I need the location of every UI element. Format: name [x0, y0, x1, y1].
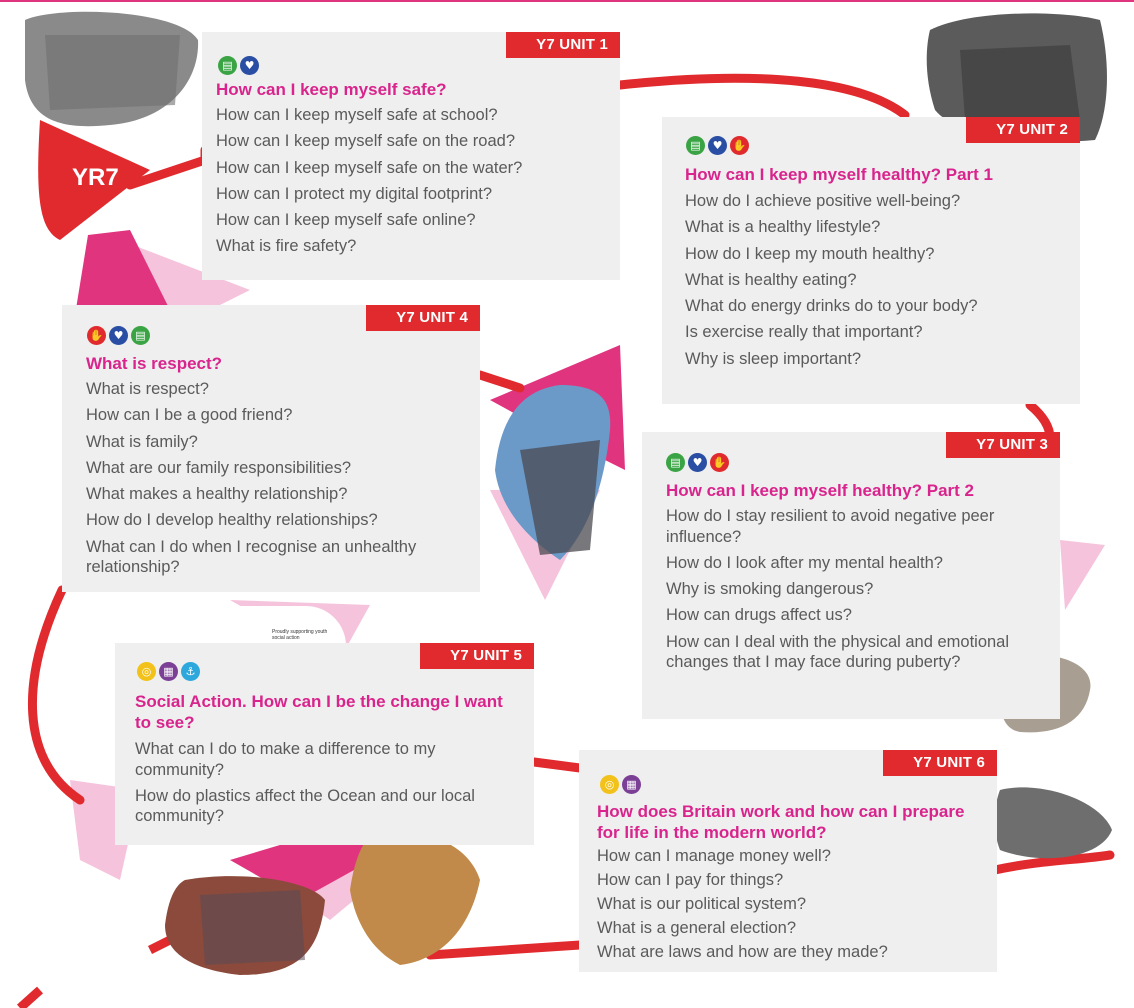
unit-card-6 — [579, 750, 997, 972]
photo-students-group — [960, 45, 1080, 120]
question-item: What is family? — [86, 432, 198, 451]
unit-card-5 — [115, 643, 534, 845]
photo-classroom-table — [350, 830, 480, 965]
question-item: How can I be a good friend? — [86, 406, 293, 425]
question-list — [597, 846, 987, 966]
unit-tag: Y7 UNIT 4 — [366, 305, 480, 331]
question-list — [685, 191, 1075, 375]
question-item: How can I pay for things? — [597, 871, 784, 889]
photo-students-jumping — [200, 890, 305, 965]
purple-building-icon: ▦ — [622, 775, 641, 794]
question-item: Why is sleep important? — [685, 349, 862, 368]
question-item: How do I achieve positive well-being? — [685, 192, 961, 210]
question-item: How do I look after my mental health? — [666, 553, 943, 572]
question-item: Why is smoking dangerous? — [666, 580, 874, 599]
question-item: What is fire safety? — [216, 237, 357, 256]
question-item: How can I keep myself safe on the road? — [216, 132, 515, 151]
photo-students-hall — [995, 787, 1112, 858]
unit-tag: Y7 UNIT 5 — [420, 643, 534, 669]
question-item: What is our political system? — [597, 895, 807, 913]
pink-triangle-decoration — [1060, 540, 1105, 610]
question-item: What is a healthy lifestyle? — [685, 218, 881, 237]
question-item: How can I manage money well? — [597, 847, 831, 865]
question-item: What is respect? — [86, 380, 209, 398]
red-hands-icon: ✋ — [730, 136, 749, 155]
theme-icons — [686, 136, 749, 155]
question-item: How do I keep my mouth healthy? — [685, 244, 935, 263]
question-item: What is a general election? — [597, 919, 797, 937]
yellow-globe-icon: ◎ — [600, 775, 619, 794]
question-item: What is healthy eating? — [685, 270, 857, 289]
photo-assembly-hall — [45, 35, 180, 110]
blue-hearts-icon: ♥ — [708, 136, 727, 155]
blue-hearts-icon: ♥ — [109, 326, 128, 345]
question-list — [216, 105, 611, 263]
question-item: How can I keep myself safe online? — [216, 211, 476, 230]
question-item: How do I develop healthy relationships? — [86, 511, 378, 530]
question-list — [86, 379, 431, 584]
unit-title: How can I keep myself safe? — [216, 80, 447, 99]
red-hands-icon: ✋ — [87, 326, 106, 345]
question-list — [135, 739, 515, 833]
question-item: How can I deal with the physical and emotional changes that I may face during puberty? — [666, 632, 1010, 672]
unit-tag: Y7 UNIT 6 — [883, 750, 997, 776]
theme-icons — [666, 453, 729, 472]
unit-tag: Y7 UNIT 3 — [946, 432, 1060, 458]
purple-building-icon: ▦ — [159, 662, 178, 681]
question-item: How can I protect my digital footprint? — [216, 184, 493, 203]
theme-icons — [87, 326, 150, 345]
question-item: What are our family responsibilities? — [86, 458, 352, 477]
year-label: YR7 — [72, 164, 119, 191]
question-item: What are laws and how are they made? — [597, 943, 888, 961]
question-item: How do plastics affect the Ocean and our local community? — [135, 786, 475, 826]
unit-tag: Y7 UNIT 2 — [966, 117, 1080, 143]
unit-title: Social Action. How can I be the change I want to see? — [135, 692, 503, 732]
unit-title: What is respect? — [86, 354, 223, 373]
blue-hearts-icon: ♥ — [240, 56, 259, 75]
unit-card-2 — [662, 117, 1080, 404]
unit-title: How can I keep myself healthy? Part 2 — [666, 481, 975, 500]
question-list — [666, 506, 1011, 678]
question-item: What do energy drinks do to your body? — [685, 297, 978, 316]
unit-card-4 — [62, 305, 480, 592]
question-item: How can drugs affect us? — [666, 606, 852, 625]
unit-title: How can I keep myself healthy? Part 1 — [685, 165, 994, 184]
unit-card-3 — [642, 432, 1060, 719]
green-document-icon: ▤ — [686, 136, 705, 155]
theme-icons — [600, 775, 641, 794]
green-document-icon: ▤ — [218, 56, 237, 75]
green-document-icon: ▤ — [666, 453, 685, 472]
unit-title: How does Britain work and how can I prepare for life in the modern world? — [597, 802, 965, 842]
question-item: How do I stay resilient to avoid negative peer influence? — [666, 507, 995, 546]
question-item: How can I keep myself safe at school? — [216, 106, 498, 124]
unit-card-1 — [202, 32, 620, 280]
question-item: Is exercise really that important? — [685, 323, 923, 342]
red-hands-icon: ✋ — [710, 453, 729, 472]
question-item: What makes a healthy relationship? — [86, 485, 348, 504]
question-item: How can I keep myself safe on the water? — [216, 158, 523, 177]
question-item: What can I do to make a difference to my community? — [135, 740, 436, 779]
route-path — [20, 940, 170, 1008]
blue-hearts-icon: ♥ — [688, 453, 707, 472]
cyan-anchor-icon: ⚓ — [181, 662, 200, 681]
yellow-globe-icon: ◎ — [137, 662, 156, 681]
question-item: What can I do when I recognise an unhealthy relationship? — [86, 537, 417, 577]
unit-tag: Y7 UNIT 1 — [506, 32, 620, 58]
iwill-supporting-text: Proudly supporting youth social action — [272, 629, 328, 641]
green-document-icon: ▤ — [131, 326, 150, 345]
theme-icons — [218, 56, 259, 75]
theme-icons — [137, 662, 200, 681]
